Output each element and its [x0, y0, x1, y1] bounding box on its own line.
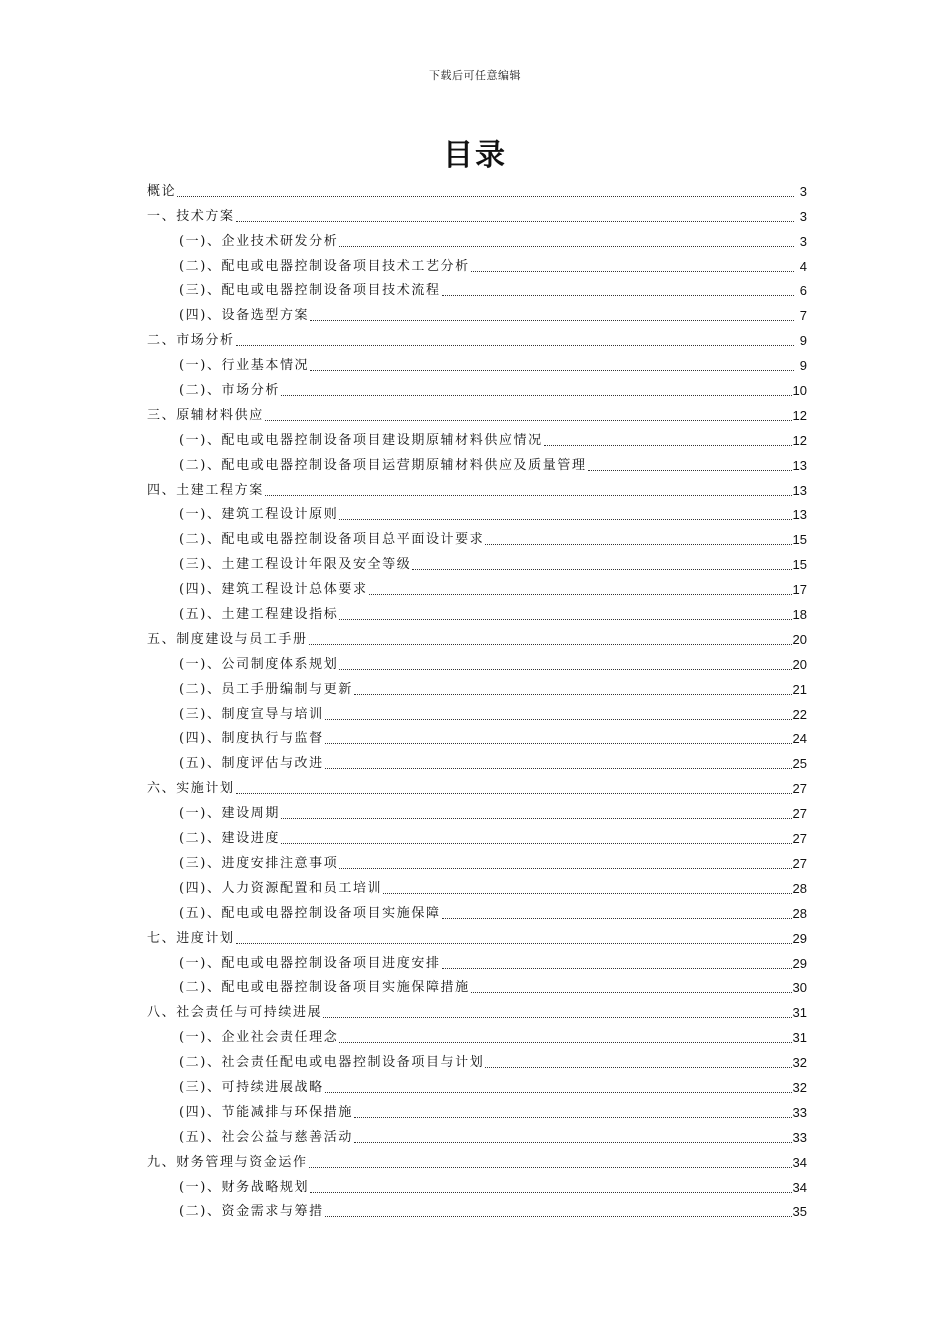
toc-dot-leader: [369, 593, 792, 595]
toc-entry-page-number: 24: [792, 731, 807, 747]
toc-entry-label: 七、进度计划: [147, 930, 235, 946]
toc-entry-page-number: 29: [792, 930, 807, 946]
toc-entry-page-number: 3: [799, 183, 807, 199]
toc-entry-page-number: 27: [792, 781, 807, 797]
toc-entry-page-number: 7: [799, 308, 807, 324]
toc-entry-label: (一)、配电或电器控制设备项目进度安排: [179, 955, 441, 971]
toc-entry-section[interactable]: [147, 1122, 807, 1147]
toc-entry-section[interactable]: [147, 599, 807, 624]
toc-entry-label: (二)、资金需求与筹措: [179, 1204, 324, 1220]
toc-entry-section[interactable]: [147, 724, 807, 749]
toc-dot-leader: [339, 867, 791, 869]
toc-dot-leader: [339, 618, 791, 620]
toc-entry-label: (四)、建筑工程设计总体要求: [179, 582, 368, 598]
toc-dot-leader: [281, 394, 792, 396]
toc-entry-label: (一)、财务战略规划: [179, 1179, 310, 1195]
toc-entry-label: (一)、配电或电器控制设备项目建设期原辅材料供应情况: [179, 432, 543, 448]
toc-entry-page-number: 4: [799, 258, 807, 274]
toc-dot-leader: [325, 718, 792, 720]
toc-entry-page-number: 25: [792, 756, 807, 772]
toc-entry-label: (五)、社会公益与慈善活动: [179, 1129, 353, 1145]
toc-entry-page-number: 33: [792, 1104, 807, 1120]
toc-entry-label: 八、社会责任与可持续进展: [147, 1005, 323, 1021]
toc-entry-section[interactable]: [147, 500, 807, 525]
toc-entry-label: (三)、制度宣导与培训: [179, 706, 324, 722]
toc-dot-leader: [265, 494, 792, 496]
toc-entry-label: (二)、配电或电器控制设备项目技术工艺分析: [179, 258, 470, 274]
toc-entry-section[interactable]: [147, 276, 807, 301]
toc-entry-label: (四)、人力资源配置和员工培训: [179, 880, 383, 896]
toc-entry-label: 九、财务管理与资金运作: [147, 1154, 308, 1170]
toc-dot-leader: [309, 1166, 792, 1168]
toc-entry-section[interactable]: [147, 948, 807, 973]
toc-entry-section[interactable]: [147, 848, 807, 873]
toc-entry-section[interactable]: [147, 898, 807, 923]
toc-dot-leader: [471, 991, 792, 993]
toc-dot-leader: [339, 518, 791, 520]
toc-entry-page-number: 15: [792, 532, 807, 548]
toc-entry-label: (一)、公司制度体系规划: [179, 656, 339, 672]
toc-entry-page-number: 9: [799, 358, 807, 374]
toc-entry-page-number: 28: [792, 905, 807, 921]
toc-dot-leader: [383, 892, 791, 894]
toc-entry-page-number: 6: [799, 283, 807, 299]
toc-entry-page-number: 9: [799, 333, 807, 349]
toc-entry-label: (一)、企业社会责任理念: [179, 1030, 339, 1046]
toc-dot-leader: [588, 469, 792, 471]
toc-dot-leader: [485, 543, 791, 545]
toc-entry-label: (五)、配电或电器控制设备项目实施保障: [179, 905, 441, 921]
toc-entry-section[interactable]: [147, 1072, 807, 1097]
toc-entry-label: (二)、配电或电器控制设备项目总平面设计要求: [179, 532, 485, 548]
toc-entry-label: (五)、制度评估与改进: [179, 756, 324, 772]
toc-entry-label: (一)、建设周期: [179, 806, 280, 822]
toc-entry-label: 概论: [147, 183, 177, 199]
toc-entry-chapter[interactable]: [147, 624, 807, 649]
toc-entry-page-number: 27: [792, 831, 807, 847]
toc-entry-page-number: 13: [792, 507, 807, 523]
toc-dot-leader: [442, 917, 792, 919]
toc-entry-label: (二)、社会责任配电或电器控制设备项目与计划: [179, 1055, 485, 1071]
toc-entry-page-number: 12: [792, 432, 807, 448]
toc-entry-section[interactable]: [147, 425, 807, 450]
toc-entry-label: (四)、节能减排与环保措施: [179, 1104, 353, 1120]
header-note: 下载后可任意编辑: [429, 69, 521, 82]
toc-dot-leader: [310, 319, 794, 321]
toc-entry-page-number: 29: [792, 955, 807, 971]
toc-dot-leader: [471, 270, 794, 272]
toc-entry-page-number: 31: [792, 1005, 807, 1021]
toc-entry-label: 二、市场分析: [147, 333, 235, 349]
toc-dot-leader: [325, 1215, 792, 1217]
toc-entry-page-number: 32: [792, 1079, 807, 1095]
toc-entry-chapter[interactable]: [147, 773, 807, 798]
toc-dot-leader: [236, 792, 792, 794]
toc-entry-section[interactable]: [147, 549, 807, 574]
toc-entry-page-number: 13: [792, 482, 807, 498]
toc-entry-chapter[interactable]: [147, 201, 807, 226]
toc-entry-label: (五)、土建工程建设指标: [179, 607, 339, 623]
toc-entry-page-number: 12: [792, 407, 807, 423]
toc-dot-leader: [325, 742, 792, 744]
toc-dot-leader: [177, 195, 794, 197]
toc-entry-page-number: 34: [792, 1154, 807, 1170]
toc-entry-chapter[interactable]: [147, 1147, 807, 1172]
toc-entry-page-number: 13: [792, 457, 807, 473]
toc-entry-label: 四、土建工程方案: [147, 482, 264, 498]
toc-entry-label: (一)、企业技术研发分析: [179, 233, 339, 249]
toc-dot-leader: [442, 967, 792, 969]
toc-entry-page-number: 10: [792, 383, 807, 399]
toc-dot-leader: [236, 344, 794, 346]
toc-entry-chapter[interactable]: [147, 475, 807, 500]
table-of-contents: [147, 176, 807, 1221]
toc-entry-page-number: 18: [792, 607, 807, 623]
toc-entry-page-number: 33: [792, 1129, 807, 1145]
toc-dot-leader: [325, 767, 792, 769]
toc-dot-leader: [281, 817, 792, 819]
toc-entry-label: (三)、进度安排注意事项: [179, 855, 339, 871]
toc-entry-page-number: 32: [792, 1055, 807, 1071]
toc-entry-label: 六、实施计划: [147, 781, 235, 797]
toc-entry-section[interactable]: [147, 1097, 807, 1122]
toc-entry-chapter[interactable]: [147, 400, 807, 425]
toc-entry-section[interactable]: [147, 375, 807, 400]
toc-entry-section[interactable]: [147, 798, 807, 823]
toc-entry-section[interactable]: [147, 748, 807, 773]
toc-entry-section[interactable]: [147, 873, 807, 898]
toc-entry-label: 一、技术方案: [147, 208, 235, 224]
toc-entry-chapter[interactable]: [147, 176, 807, 201]
toc-entry-label: 五、制度建设与员工手册: [147, 631, 308, 647]
toc-dot-leader: [544, 444, 792, 446]
toc-dot-leader: [325, 1091, 792, 1093]
toc-entry-label: (三)、可持续进展战略: [179, 1079, 324, 1095]
toc-entry-page-number: 35: [792, 1204, 807, 1220]
toc-entry-page-number: 28: [792, 880, 807, 896]
toc-entry-chapter[interactable]: [147, 923, 807, 948]
toc-entry-section[interactable]: [147, 524, 807, 549]
page-title: 目录: [443, 138, 507, 173]
toc-entry-label: (二)、配电或电器控制设备项目运营期原辅材料供应及质量管理: [179, 457, 587, 473]
toc-entry-chapter[interactable]: [147, 325, 807, 350]
toc-entry-section[interactable]: [147, 450, 807, 475]
toc-entry-section[interactable]: [147, 823, 807, 848]
toc-entry-section[interactable]: [147, 1022, 807, 1047]
toc-entry-section[interactable]: [147, 1197, 807, 1222]
toc-dot-leader: [309, 643, 792, 645]
toc-entry-label: (三)、土建工程设计年限及安全等级: [179, 557, 412, 573]
toc-entry-label: (二)、员工手册编制与更新: [179, 681, 353, 697]
toc-entry-section[interactable]: [147, 973, 807, 998]
toc-entry-section[interactable]: [147, 226, 807, 251]
toc-entry-section[interactable]: [147, 649, 807, 674]
toc-entry-section[interactable]: [147, 699, 807, 724]
toc-entry-section[interactable]: [147, 350, 807, 375]
toc-entry-label: (一)、行业基本情况: [179, 358, 310, 374]
toc-dot-leader: [354, 693, 792, 695]
toc-entry-chapter[interactable]: [147, 997, 807, 1022]
toc-entry-section[interactable]: [147, 574, 807, 599]
toc-dot-leader: [310, 369, 794, 371]
toc-entry-section[interactable]: [147, 1047, 807, 1072]
toc-entry-page-number: 17: [792, 582, 807, 598]
toc-dot-leader: [442, 294, 794, 296]
toc-entry-page-number: 3: [799, 233, 807, 249]
toc-entry-label: 三、原辅材料供应: [147, 407, 264, 423]
toc-entry-page-number: 15: [792, 557, 807, 573]
toc-entry-label: (二)、配电或电器控制设备项目实施保障措施: [179, 980, 470, 996]
toc-dot-leader: [354, 1116, 792, 1118]
toc-entry-label: (四)、制度执行与监督: [179, 731, 324, 747]
toc-entry-label: (三)、配电或电器控制设备项目技术流程: [179, 283, 441, 299]
toc-dot-leader: [485, 1066, 791, 1068]
toc-dot-leader: [339, 245, 794, 247]
toc-dot-leader: [236, 220, 794, 222]
toc-entry-page-number: 20: [792, 631, 807, 647]
toc-dot-leader: [354, 1141, 792, 1143]
toc-entry-label: (二)、建设进度: [179, 831, 280, 847]
toc-dot-leader: [339, 668, 791, 670]
toc-entry-page-number: 21: [792, 681, 807, 697]
toc-entry-page-number: 34: [792, 1179, 807, 1195]
toc-entry-section[interactable]: [147, 251, 807, 276]
toc-entry-label: (一)、建筑工程设计原则: [179, 507, 339, 523]
toc-entry-page-number: 31: [792, 1030, 807, 1046]
toc-entry-page-number: 27: [792, 806, 807, 822]
toc-entry-page-number: 22: [792, 706, 807, 722]
toc-entry-label: (四)、设备选型方案: [179, 308, 310, 324]
toc-entry-page-number: 20: [792, 656, 807, 672]
toc-dot-leader: [236, 942, 792, 944]
toc-entry-page-number: 27: [792, 855, 807, 871]
toc-dot-leader: [412, 568, 791, 570]
toc-dot-leader: [281, 842, 792, 844]
toc-dot-leader: [310, 1191, 791, 1193]
toc-entry-section[interactable]: [147, 1172, 807, 1197]
toc-entry-page-number: 3: [799, 208, 807, 224]
toc-entry-section[interactable]: [147, 300, 807, 325]
toc-dot-leader: [323, 1016, 791, 1018]
toc-entry-page-number: 30: [792, 980, 807, 996]
toc-dot-leader: [265, 419, 792, 421]
toc-entry-section[interactable]: [147, 674, 807, 699]
toc-dot-leader: [339, 1041, 791, 1043]
toc-entry-label: (二)、市场分析: [179, 383, 280, 399]
